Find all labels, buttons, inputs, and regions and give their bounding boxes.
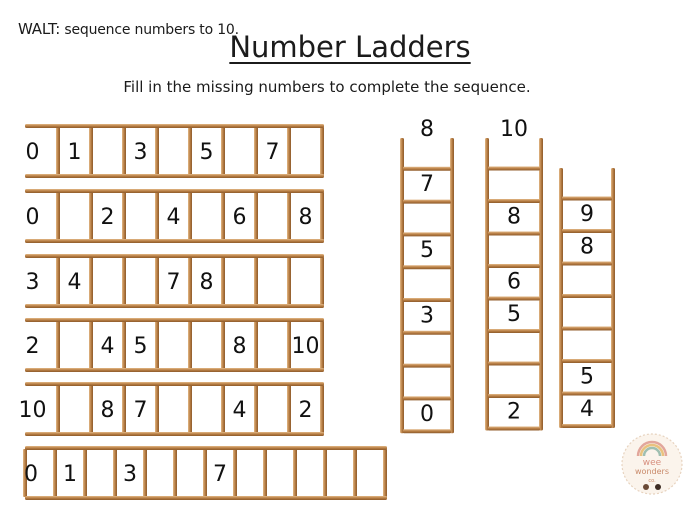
- ladder-number: 5: [507, 301, 521, 327]
- ladder-rung: [89, 385, 93, 433]
- ladder-rung: [488, 167, 540, 171]
- logo-line3: co.: [648, 478, 656, 484]
- ladder-number: 1: [63, 462, 77, 487]
- ladder-rung: [89, 192, 93, 240]
- ladder-number: 7: [133, 398, 148, 423]
- ladder-rung: [403, 364, 451, 368]
- ladder-number: 10: [18, 398, 47, 423]
- ladder-rail: [559, 168, 563, 428]
- ladder-number: 8: [580, 234, 594, 260]
- ladder-rung: [122, 385, 126, 433]
- ladder-number: 5: [133, 334, 148, 359]
- ladder-number: 7: [166, 270, 181, 295]
- ladder-rung: [173, 449, 177, 497]
- instruction-text: Fill in the missing numbers to complete the sequence.: [123, 78, 531, 96]
- ladder-rung: [221, 385, 225, 433]
- walt-label: WALT:: [18, 20, 61, 38]
- ladder-number: 9: [580, 201, 594, 227]
- ladder-rail: [25, 239, 324, 243]
- ladder-rung: [323, 449, 327, 497]
- ladder-rung: [143, 449, 147, 497]
- ladder-rung: [287, 192, 291, 240]
- ladder-rung: [89, 257, 93, 305]
- ladder-number: 7: [265, 140, 280, 165]
- ladder-rail: [539, 138, 543, 431]
- ladder-number: 8: [232, 334, 247, 359]
- ladder-number: 5: [199, 140, 214, 165]
- ladder-rung: [383, 449, 387, 497]
- ladder-rung: [403, 200, 451, 204]
- ladder-rung: [89, 127, 93, 175]
- ladder-rung: [403, 167, 451, 171]
- ladder-rung: [562, 262, 612, 266]
- ladder-rail: [25, 382, 324, 386]
- ladder-rung: [320, 192, 324, 240]
- ladder-rung: [254, 257, 258, 305]
- ladder-rung: [488, 232, 540, 236]
- ladder-rail: [25, 368, 324, 372]
- ladder-number: 3: [420, 303, 434, 329]
- ladder-number: 7: [420, 172, 434, 198]
- ladder-rung: [403, 331, 451, 335]
- ladder-rung: [562, 197, 612, 201]
- ladder-number: 8: [298, 205, 313, 230]
- ladder-number: 8: [507, 204, 521, 230]
- ladder-number: 6: [232, 205, 247, 230]
- ladder-rung: [56, 192, 60, 240]
- ladder-rung: [488, 362, 540, 366]
- ladder-number: 10: [500, 117, 528, 142]
- ladder-rung: [320, 257, 324, 305]
- ladder-rung: [488, 329, 540, 333]
- ladder-rung: [287, 385, 291, 433]
- ladder-rung: [562, 327, 612, 331]
- logo-line1: wee: [642, 458, 662, 468]
- ladder-rung: [488, 199, 540, 203]
- ladder-number: 8: [100, 398, 115, 423]
- ladder-number: 2: [507, 399, 521, 425]
- ladder-rung: [122, 321, 126, 369]
- ladder-rail: [25, 432, 324, 436]
- ladder-number: 1: [67, 140, 82, 165]
- ladder-rung: [221, 127, 225, 175]
- ladder-rung: [488, 264, 540, 268]
- ladder-rung: [83, 449, 87, 497]
- ladder-rung: [89, 321, 93, 369]
- ladder-rung: [56, 257, 60, 305]
- ladder-number: 4: [580, 396, 594, 422]
- ladder-rung: [562, 392, 612, 396]
- ladder-rung: [53, 449, 57, 497]
- ladder-rail: [25, 446, 387, 450]
- ladder-rung: [287, 321, 291, 369]
- ladder-rung: [320, 127, 324, 175]
- ladder-rung: [155, 257, 159, 305]
- logo-line2: wonders: [635, 467, 669, 476]
- ladder-rung: [263, 449, 267, 497]
- ladder-rung: [287, 257, 291, 305]
- ladder-number: 8: [199, 270, 214, 295]
- ladder-rung: [254, 385, 258, 433]
- ladder-number: 0: [25, 140, 40, 165]
- ladder-rail: [25, 496, 387, 500]
- ladder-rung: [403, 429, 451, 433]
- ladder-rung: [254, 127, 258, 175]
- ladder-rung: [254, 321, 258, 369]
- ladder-rung: [56, 321, 60, 369]
- ladder-rung: [353, 449, 357, 497]
- ladder-number: 3: [133, 140, 148, 165]
- ladder-rung: [562, 229, 612, 233]
- ladder-number: 4: [166, 205, 181, 230]
- ladder-rung: [320, 321, 324, 369]
- ladder-rail: [611, 168, 615, 428]
- ladder-rung: [488, 427, 540, 431]
- ladder-rung: [155, 192, 159, 240]
- ladder-number: 3: [123, 462, 137, 487]
- ladder-rail: [485, 138, 489, 431]
- ladder-rail: [25, 124, 324, 128]
- ladder-rung: [562, 294, 612, 298]
- ladder-number: 10: [291, 334, 320, 359]
- ladder-rung: [254, 192, 258, 240]
- ladder-rung: [488, 394, 540, 398]
- walt-text: sequence numbers to 10.: [64, 22, 239, 38]
- ladder-rung: [233, 449, 237, 497]
- ladder-rung: [403, 232, 451, 236]
- ladder-rail: [25, 189, 324, 193]
- ladder-rail: [25, 318, 324, 322]
- ladder-number: 5: [580, 364, 594, 390]
- ladder-rail: [25, 304, 324, 308]
- ladder-rung: [122, 192, 126, 240]
- ladder-rung: [188, 385, 192, 433]
- ladder-number: 4: [100, 334, 115, 359]
- ladder-rung: [188, 192, 192, 240]
- ladder-rung: [320, 385, 324, 433]
- ladder-rung: [287, 127, 291, 175]
- ladder-rung: [56, 127, 60, 175]
- ladder-rung: [188, 257, 192, 305]
- ladder-number: 8: [420, 117, 434, 142]
- ladder-rung: [56, 385, 60, 433]
- ladder-rung: [188, 127, 192, 175]
- ladder-number: 4: [67, 270, 82, 295]
- ladder-rung: [221, 257, 225, 305]
- ladder-number: 5: [420, 237, 434, 263]
- ladder-number: 2: [25, 334, 40, 359]
- ladder-rung: [403, 265, 451, 269]
- ladder-number: 6: [507, 269, 521, 295]
- ladder-rung: [155, 385, 159, 433]
- ladder-rung: [113, 449, 117, 497]
- ladder-rung: [293, 449, 297, 497]
- ladder-rung: [221, 192, 225, 240]
- ladder-number: 2: [100, 205, 115, 230]
- ladder-rung: [155, 321, 159, 369]
- ladder-number: 0: [24, 462, 38, 487]
- ladder-rung: [403, 298, 451, 302]
- wee-wonders-logo: [620, 432, 684, 496]
- ladder-rung: [122, 127, 126, 175]
- page-title-text: Number Ladders: [229, 30, 471, 64]
- ladder-rung: [562, 424, 612, 428]
- ladder-number: 0: [25, 205, 40, 230]
- ladder-rung: [221, 321, 225, 369]
- ladder-rung: [562, 359, 612, 363]
- ladder-rung: [155, 127, 159, 175]
- ladder-rail: [25, 174, 324, 178]
- ladder-rung: [188, 321, 192, 369]
- ladder-number: 2: [298, 398, 313, 423]
- ladder-rung: [122, 257, 126, 305]
- ladder-number: 4: [232, 398, 247, 423]
- ladder-rail: [25, 254, 324, 258]
- ladder-rail: [400, 138, 404, 433]
- ladder-rung: [403, 396, 451, 400]
- ladder-rung: [488, 297, 540, 301]
- ladder-number: 3: [25, 270, 40, 295]
- ladder-number: 7: [213, 462, 227, 487]
- ladder-rung: [203, 449, 207, 497]
- ladder-number: 0: [420, 401, 434, 427]
- ladder-rail: [450, 138, 454, 433]
